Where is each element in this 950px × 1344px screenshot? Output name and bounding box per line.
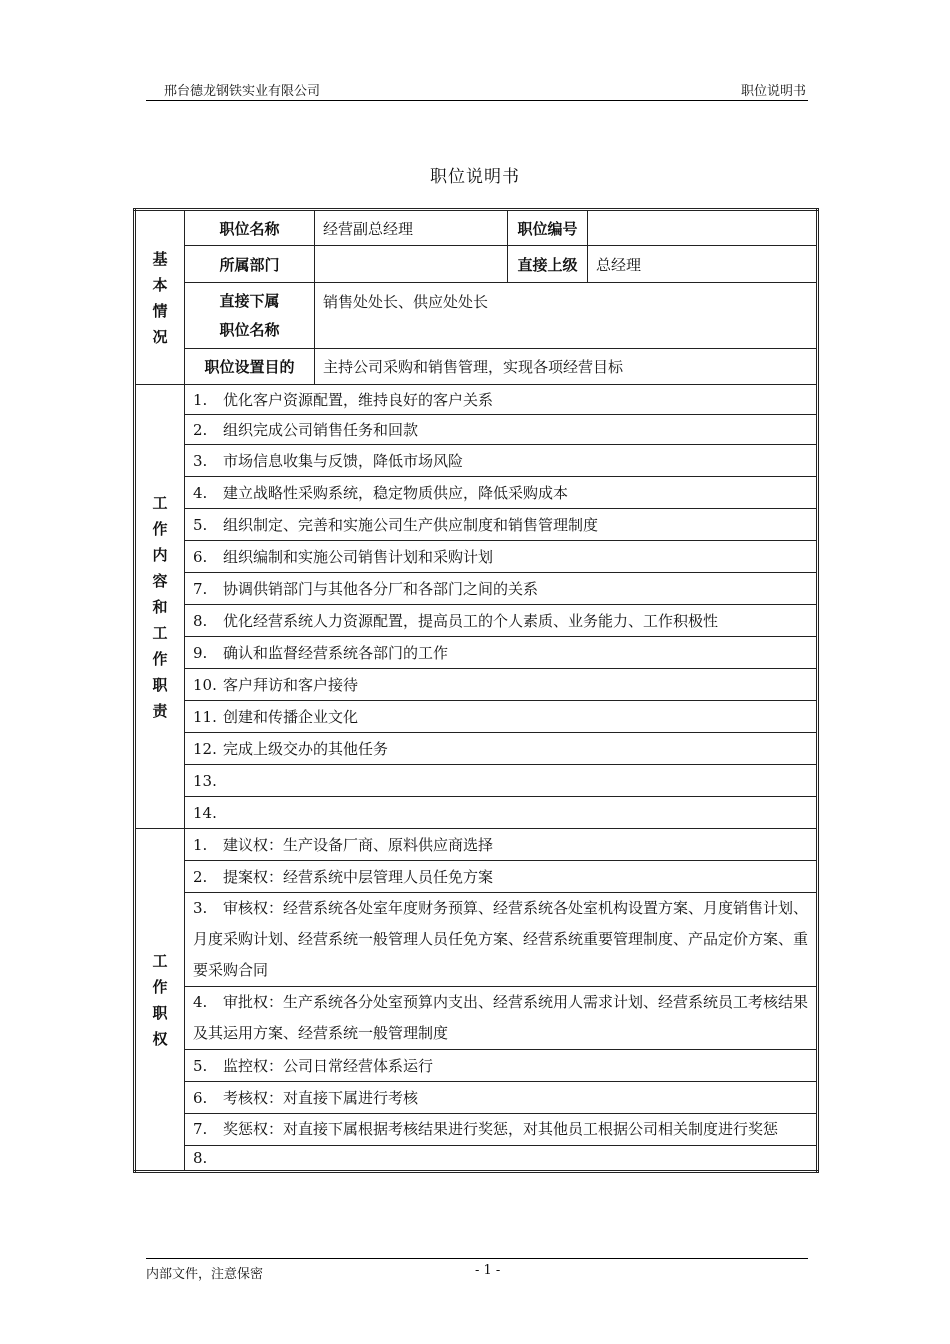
position-code-value bbox=[588, 210, 818, 246]
subordinate-value: 销售处处长、供应处处长 bbox=[315, 283, 818, 349]
duty-item: 4. 建立战略性采购系统，稳定物质供应，降低采购成本 bbox=[185, 477, 818, 509]
superior-label: 直接上级 bbox=[508, 246, 588, 283]
document-title: 职位说明书 bbox=[430, 167, 520, 187]
position-code-label: 职位编号 bbox=[508, 210, 588, 246]
authority-item: 1. 建议权：生产设备厂商、原料供应商选择 bbox=[185, 829, 818, 861]
authority-item: 5. 监控权：公司日常经营体系运行 bbox=[185, 1050, 818, 1082]
duty-item: 12. 完成上级交办的其他任务 bbox=[185, 733, 818, 765]
duty-item: 1. 优化客户资源配置，维持良好的客户关系 bbox=[185, 385, 818, 415]
section-authority: 工 作 职 权 bbox=[135, 829, 185, 1172]
authority-item: 3. 审核权：经营系统各处室年度财务预算、经营系统各处室机构设置方案、月度销售计划、月度采购计划、经营系统一般管理人员任免方案、经营系统重要管理制度、产品定价方案、重要采购合同 bbox=[185, 893, 818, 987]
section-basic-info: 基 本 情 况 bbox=[135, 210, 185, 385]
duty-item: 9. 确认和监督经营系统各部门的工作 bbox=[185, 637, 818, 669]
duty-item: 5. 组织制定、完善和实施公司生产供应制度和销售管理制度 bbox=[185, 509, 818, 541]
duty-item: 13. bbox=[185, 765, 818, 797]
purpose-value: 主持公司采购和销售管理，实现各项经营目标 bbox=[315, 349, 818, 385]
section-duties: 工 作 内 容 和 工 作 职 责 bbox=[135, 385, 185, 829]
authority-item: 4. 审批权：生产系统各分处室预算内支出、经营系统用人需求计划、经营系统员工考核结果及其运用方案、经营系统一般管理制度 bbox=[185, 987, 818, 1050]
authority-item: 6. 考核权：对直接下属进行考核 bbox=[185, 1082, 818, 1114]
job-description-form bbox=[133, 208, 816, 1173]
company-name: 邢台德龙钢铁实业有限公司 bbox=[164, 84, 321, 99]
purpose-label: 职位设置目的 bbox=[185, 349, 315, 385]
department-value bbox=[315, 246, 508, 283]
duty-item: 14. bbox=[185, 797, 818, 829]
department-label: 所属部门 bbox=[185, 246, 315, 283]
superior-value: 总经理 bbox=[588, 246, 818, 283]
duty-item: 2. 组织完成公司销售任务和回款 bbox=[185, 415, 818, 445]
position-name-value: 经营副总经理 bbox=[315, 210, 508, 246]
duty-item: 10. 客户拜访和客户接待 bbox=[185, 669, 818, 701]
subordinate-label: 直接下属 职位名称 bbox=[185, 283, 315, 349]
confidential-note: 内部文件，注意保密 bbox=[146, 1267, 264, 1282]
position-name-label: 职位名称 bbox=[185, 210, 315, 246]
duty-item: 3. 市场信息收集与反馈，降低市场风险 bbox=[185, 445, 818, 477]
duty-item: 11. 创建和传播企业文化 bbox=[185, 701, 818, 733]
duty-item: 7. 协调供销部门与其他各分厂和各部门之间的关系 bbox=[185, 573, 818, 605]
header-doc-type: 职位说明书 bbox=[740, 84, 806, 99]
duty-item: 8. 优化经营系统人力资源配置，提高员工的个人素质、业务能力、工作积极性 bbox=[185, 605, 818, 637]
authority-item: 7. 奖惩权：对直接下属根据考核结果进行奖惩，对其他员工根据公司相关制度进行奖惩 bbox=[185, 1114, 818, 1146]
authority-item: 2. 提案权：经营系统中层管理人员任免方案 bbox=[185, 861, 818, 893]
duty-item: 6. 组织编制和实施公司销售计划和采购计划 bbox=[185, 541, 818, 573]
page-footer bbox=[146, 1258, 808, 1283]
authority-item: 8. bbox=[185, 1146, 818, 1172]
page-number: - 1 - bbox=[475, 1263, 501, 1278]
page-header bbox=[146, 80, 808, 101]
